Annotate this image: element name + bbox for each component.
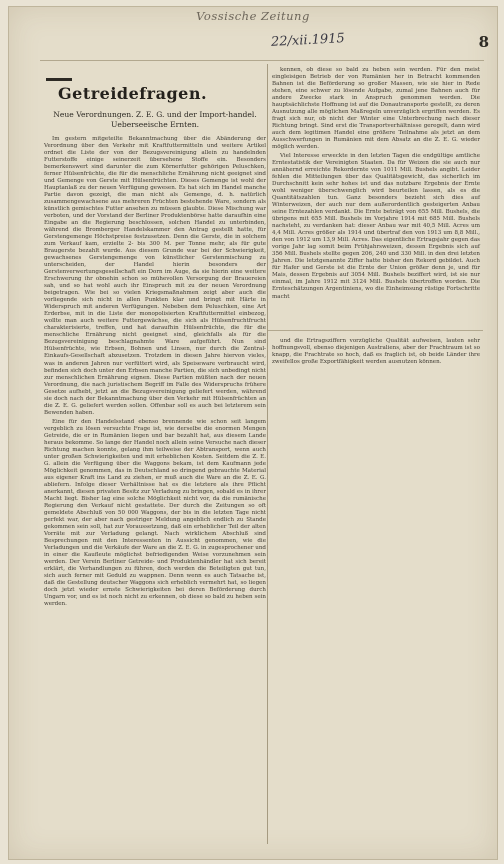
article-body-left [44, 136, 266, 610]
clipping-right-edge [268, 330, 483, 331]
article-subheadline: Neue Verordnungen. Z. E. G. und der Import-handel. Ueberseeische Ernten. [53, 110, 257, 129]
article-headline: Getreidefragen. [58, 84, 208, 103]
paragraph: und die Ertragsziffern vorzügliche Qualität aufweisen, lauten sehr hoffnungsvoll, ebenso diejenigen Australiens, aber der Frachtraum ist so knapp, die Frachtrate so hoch, daß es fraglich ist, ob beide Länder ihre zweifellos große Exportfähigkeit werden ausnutzen können. [272, 338, 480, 366]
column-separator [267, 64, 268, 844]
headline-dash [46, 78, 72, 81]
paragraph: Viel Interesse erweckte in den letzten Tagen die endgültige amtliche Erntestatistik der Vereinigten Staaten. Da für Weizen die sie auch nur annähernd erreichte Rekordernte von 1011 Mill. Bushels angibt. Leider fehlen die Mitteilungen über das Qualitätsgewicht, das sicherlich im Durchschnitt kein sehr hohes ist und das nutzbare Ergebnis der Ernte wohl weniger überschwenglich wird beurteilen lassen, als es die Quantitätszahlen tun. Ganz besonders bezieht sich dies auf Winterweizen, der auch nur dem außerordentlich gesteigerten Anbau seine Erntezahlen verdankt. Die Ernte beträgt von 655 Mill. Bushels, die übrigens mit 655 Mill. Bushels im Vorjahre 1914 mit 685 Mill. Bushels nachsteht, zu verdanken hat: dieser Anbau war mit 40,5 Mill. Acres um 4,4 Mill. Acres größer als 1914 und übertraf den von 1913 um 8,8 Mill., den von 1912 um 13,9 Mill. Acres. Das eigentliche Ertragsjahr gegen das vorige Jahr lag somit beim Frühjahrsweizen, dessen Ergebnis sich auf 356 Mill. Bushels stellte gegen 206, 240 und 330 Mill. in den drei letzten Jahren. Die letztgenannte Ziffer hatte bisher den Rekord gebildet. Auch für Hafer und Gerste ist die Ernte der Union größer denn je, und für Mais, dessen Ergebnis auf 3054 Mill. Bushels beziffert wird, ist sie nur einmal, im Jahre 1912 mit 3124 Mill. Bushels übertroffen worden. Die Ernteschätzungen Argentiniens, wo die Einheimsung rüstige Fortschritte macht [272, 153, 480, 300]
page-number: 8 [478, 33, 489, 51]
paragraph: kennen, ob diese so bald zu heben sein werden. Für den meist eingleisigen Betrieb der von Rumänien her in Betracht kommenden Bahnen ist die Beförderung so großer Massen, wie sie hier in Rede stehen, eine schwer zu lösende Aufgabe, zumal jene Bahnen auch für andere Zwecke stark in Anspruch genommen werden. Die hauptsächlichste Hoffnung ist auf die Donautransporte gestellt, zu deren Ausnutzung alle möglichen Maßregeln unverzüglich ergriffen werden. Es fragt sich nur, ob nicht der Winter eine Unterbrechung nach dieser Richtung bringt. Sind erst die Transportverhältnisse geregelt, dann wird auch dem legitimen Handel eine größere Teilnahme als jetzt an dem Ausschwerfungen in Rumänien mit dem Absatz an die Z. E. G. wieder möglich werden. [272, 67, 480, 151]
paragraph: Eine für den Handelsstand ebenso brennende wie schon seit langem vergeblich zu lösen versuchte Frage ist, wie derselbe die enormen Mengen Getreide, die er in Rumänien liegen und bar bezahlt hat, aus diesem Lande heraus bekomme. So lange der Handel noch allein seine Versuche nach dieser Richtung machen konnte, gelang ihm teilweise der Abtransport, wenn auch unter großen Schwierigkeiten und mit erheblichen Kosten. Seitdem die Z. E. G. allein die Verfügung über die Waggons bekam, ist dem Kaufmann jede Möglichkeit genommen, das in Deutschland so dringend gebrauchte Material aus eigener Kraft ins Land zu ziehen, er muß auch die Ware an die Z. E. G. abliefern. Infolge dieser Verhältnisse hat es die letztere als ihre Pflicht anerkannt, diesen privaten Besitz zur Verladung zu bringen, sobald es in ihrer Macht liegt. Bisher lag eine solche Möglichkeit nicht vor, da die rumänische Regierung den Verkauf nicht gestattete. Der durch die Zeitungen so oft gemeldete Abschluß von 50 000 Waggons, der bis in die letzten Tage nicht perfekt war, der aber nach gestriger Meldung angeblich endlich zu Stande gekommen sein soll, hat zur Voraussetzung, daß ein erheblicher Teil der alten Vorräte mit zur Verladung gelangt. Nach wirklichem Abschluß sind Besprechungen mit den Interessenten in Aussicht genommen, wie die Verladungen und die Verkäufe der Ware an die Z. E. G. in zugesprochener und in einer die Kaufleute möglichst befriedigenden Weise vorzunehmen sein werden. Der Verein Berliner Getreide- und Produktenhändler hat sich bereit erklärt, die Verhandlungen zu führen, doch werden die Beteiligten gut tun, sich auch ferner mit Geduld zu wappnen. Denn wenn es auch Tatsache ist, daß die Gestellung deutscher Waggons sich erheblich vermehrt hat, so liegen doch jetzt wieder ernste Schwierigkeiten bei deren Beförderung durch Ungarn vor, und es ist noch nicht zu erkennen, ob diese so bald zu heben sein werden. [44, 418, 266, 608]
paragraph: Im gestern mitgeteilte Bekanntmachung über die Abänderung der Verordnung über den Verkehr mit Kraftfuttermitteln und weitere Artikel ordnet die Liste der von der Bezugsvereinigung allein zu handelnden Futterstoffe einige seinerzeit übersehene Stoffe ein. Besonders bemerkenswert sind darunter die zum Körnerfutter gehörigen Peluschken, ferner Hülsenfrüchte, die für die menschliche Ernährung nicht geeignet sind und Gemenge von Gerste mit Hülsenfrüchten. Dieses Gemenge ist wohl der Hauptanlaß zu der neuen Verfügung gewesen. Es hat sich im Handel manche Partie davon gezeigt, die man nicht als Gemenge, d. h. natürlich zusammengewachsene aus mehreren Früchten bestehende Ware, sondern als künstlich gemischtes Futter ansehen zu müssen glaubte. Diese Mischung war verboten, und der Vorstand der Berliner Produktenbörse hatte daraufhin eine Eingabe an die Regierung beschlossen, solchen Handel zu unterbinden, während die Bromberger Handelskammer den Antrag gestellt hatte, für Gerstengemenge Höchstpreise festzusetzen. Denn die Gerste, die in solchem zum Verkauf kam, erzielte 2- bis 300 M. per Tonne mehr, als für gute Braugerste bezahlt wurde. Aus diesem Grunde war bei der Schwierigkeit, gewachsenes Gerstengemenge von künstlicher Gerstenmischung zu unterscheiden, der Handel hierin besonders der Gerstenverwertungsgesellschaft ein Dorn im Auge, da sie hierin eine weitere Erschwerung ihr obnehin schon so mühevollen Versorgung der Brauereien sah, und so hat wohl auch ihr Einspruch mit zu der neuen Verordnung beigetragen. Wie bei so vielen Kriegsmaßnahmen zeigt aber auch die vorliegende sich nicht in allen Punkten klar und bringt mit Härte in Widerspruch mit anderen Verfügungen. Nebeben dem Peluschken, eine Art Erderbse, mit in die Liste der monopolisierten Kraftfuttermittel einbezog, wollte man auch weitere Futtergewächse, die sich als Hülsenfruchtfrucht charakterisierte, treffen, und hat daraufhin Hülsenfrüchte, die für die menschliche Ernährung nicht geeignet sind, gleichfalls als für die Bezugsvereinigung beschlagnahmte Ware aufgeführt. Nun sind Hülsenfrüchte, wie Erbsen, Bohnen und Linsen, nur durch die Zentral-Einkaufs-Gesellschaft abzusetzen. Trotzdem in diesen Jahre hiervon vieles, was in anderen Jahren nur verfüttert wird, als Speiseware verbraucht wird, befinden sich doch unter den Erbsen manche Partien, die sich unbedingt nicht zur menschlichen Ernährung eignen. Diese Partien müßten nach der neuen Verordnung, die nach juristischem Begriff im Falle des Widerspruchs frühere Gesetze aufhebt, jetzt an die Bezugsvereinigung geliefert werden, während sie doch nach der Bekanntmachung über den Verkehr mit Hülsenfrüchten an die Z. E. G. geliefert werden sollen. Offenbar soll es auch bei letzterem sein Bewenden haben. [44, 136, 266, 416]
clipping-top-edge [40, 60, 484, 61]
article-body-right-continuation [272, 338, 480, 366]
handwritten-date: 22/xii.1915 [270, 31, 346, 50]
article-body-right [272, 67, 480, 303]
newspaper-masthead: Vossische Zeitung [196, 9, 310, 23]
